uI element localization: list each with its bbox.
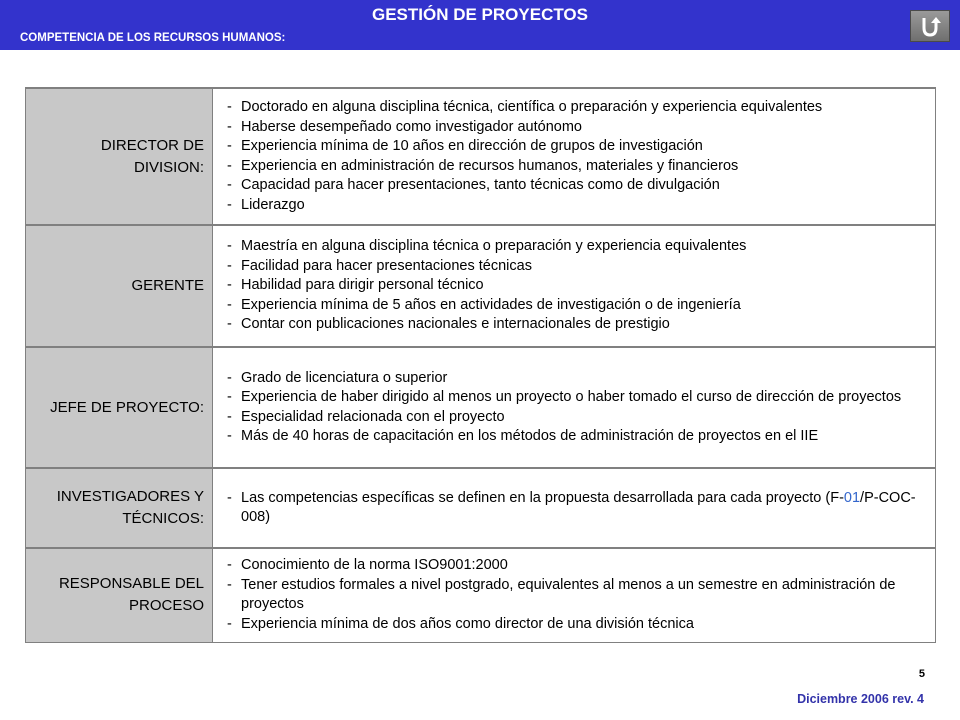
requirements-cell	[213, 88, 936, 225]
role-cell: DIRECTOR DE DIVISION:	[26, 88, 213, 225]
table-row	[26, 347, 936, 468]
requirement-text: /P-COC-008)	[241, 489, 916, 525]
role-cell: GERENTE	[26, 225, 213, 347]
page-subtitle: COMPETENCIA DE LOS RECURSOS HUMANOS:	[20, 32, 286, 44]
role-cell: JEFE DE PROYECTO:	[26, 347, 213, 468]
list-item	[227, 489, 919, 528]
competency-table	[25, 87, 936, 643]
role-cell: RESPONSABLE DEL PROCESO	[26, 548, 213, 642]
requirements-list	[227, 237, 919, 335]
requirements-cell	[213, 468, 936, 548]
list-item: - Capacidad para hacer presentaciones, tanto técnicas como de divulgación	[227, 176, 919, 196]
page-title: GESTIÓN DE PROYECTOS	[371, 5, 588, 24]
page-number: 5	[918, 668, 925, 680]
table-row	[26, 225, 936, 347]
requirements-list	[227, 489, 919, 528]
back-button[interactable]	[910, 10, 950, 42]
list-item: - Más de 40 horas de capacitación en los métodos de administración de proyectos en el IIE	[227, 427, 919, 447]
list-item: - Tener estudios formales a nivel postgrado, equivalentes al menos a un semestre en administración de proyectos	[227, 576, 919, 615]
list-item: - Habilidad para dirigir personal técnico	[227, 276, 919, 296]
requirements-list	[227, 556, 919, 634]
list-item: - Experiencia mínima de 10 años en dirección de grupos de investigación	[227, 137, 919, 157]
list-item: - Especialidad relacionada con el proyecto	[227, 408, 919, 428]
list-item: - Grado de licenciatura o superior	[227, 369, 919, 389]
list-item: - Experiencia mínima de 5 años en actividades de investigación o de ingeniería	[227, 296, 919, 316]
list-item: - Doctorado en alguna disciplina técnica, científica o preparación y experiencia equivalentes	[227, 98, 919, 118]
list-item: - Conocimiento de la norma ISO9001:2000	[227, 556, 919, 576]
table-row	[26, 548, 936, 642]
requirements-cell	[213, 548, 936, 642]
table-row	[26, 88, 936, 225]
u-turn-back-arrow-icon	[917, 14, 943, 38]
requirements-list	[227, 369, 919, 447]
list-item: - Facilidad para hacer presentaciones técnicas	[227, 257, 919, 277]
list-item: - Maestría en alguna disciplina técnica o preparación y experiencia equivalentes	[227, 237, 919, 257]
list-item: - Experiencia de haber dirigido al menos un proyecto o haber tomado el curso de dirección de proyectos	[227, 388, 919, 408]
list-item: - Liderazgo	[227, 196, 919, 216]
header-bar	[0, 0, 960, 50]
list-item: - Haberse desempeñado como investigador autónomo	[227, 118, 919, 138]
list-item: - Contar con publicaciones nacionales e internacionales de prestigio	[227, 315, 919, 335]
list-item: - Experiencia mínima de dos años como director de una división técnica	[227, 615, 919, 635]
form-code-highlight: 01	[843, 489, 861, 506]
requirement-text: Las competencias específicas se definen en la propuesta desarrollada para cada proyecto (F-	[241, 489, 844, 506]
footer-date-revision: Diciembre 2006 rev. 4	[797, 692, 924, 706]
requirements-list	[227, 98, 919, 215]
table-row	[26, 468, 936, 548]
role-cell: INVESTIGADORES Y TÉCNICOS:	[26, 468, 213, 548]
requirements-cell	[213, 225, 936, 347]
list-item: - Experiencia en administración de recursos humanos, materiales y financieros	[227, 157, 919, 177]
requirements-cell	[213, 347, 936, 468]
